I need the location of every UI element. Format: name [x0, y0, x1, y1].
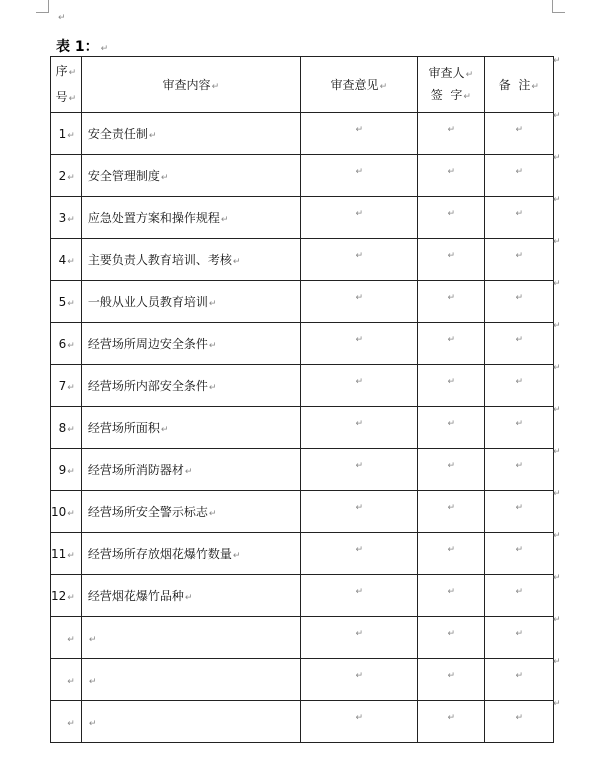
header-row: [51, 57, 554, 113]
row-content: 经营场所存放烟花爆竹数量↵: [81, 533, 300, 575]
signer-cell: ↵: [417, 617, 484, 659]
row-end-mark: ↵: [553, 615, 561, 625]
header-opinion: 审查意见↵: [300, 57, 417, 113]
row-number: ↵: [51, 659, 82, 701]
row-content: 经营场所消防器材↵: [81, 449, 300, 491]
row-end-mark: ↵: [553, 363, 561, 373]
margin-corner-left: [36, 0, 49, 13]
notes-cell: ↵: [484, 617, 553, 659]
row-end-mark: ↵: [553, 321, 561, 331]
table-row: [51, 533, 554, 575]
header-signer: 审查人↵ 签 字↵: [417, 57, 484, 113]
row-content: 经营场所面积↵: [81, 407, 300, 449]
paragraph-mark: ↵: [100, 44, 109, 54]
opinion-cell: ↵: [300, 365, 417, 407]
row-end-mark: ↵: [553, 531, 561, 541]
table-row: [51, 575, 554, 617]
row-number: 11↵: [51, 533, 82, 575]
signer-cell: ↵: [417, 155, 484, 197]
table-row: [51, 491, 554, 533]
row-end-mark: ↵: [553, 405, 561, 415]
notes-cell: ↵: [484, 533, 553, 575]
notes-cell: ↵: [484, 659, 553, 701]
row-number: 6↵: [51, 323, 82, 365]
row-content: ↵: [81, 659, 300, 701]
row-number: 4↵: [51, 239, 82, 281]
opinion-cell: ↵: [300, 155, 417, 197]
table-row: [51, 239, 554, 281]
row-end-mark: ↵: [553, 56, 561, 66]
notes-cell: ↵: [484, 155, 553, 197]
signer-cell: ↵: [417, 659, 484, 701]
opinion-cell: ↵: [300, 701, 417, 743]
opinion-cell: ↵: [300, 281, 417, 323]
opinion-cell: ↵: [300, 491, 417, 533]
signer-cell: ↵: [417, 239, 484, 281]
signer-cell: ↵: [417, 407, 484, 449]
opinion-cell: ↵: [300, 113, 417, 155]
signer-cell: ↵: [417, 113, 484, 155]
row-end-mark: ↵: [553, 237, 561, 247]
row-end-mark: ↵: [553, 447, 561, 457]
row-number: 8↵: [51, 407, 82, 449]
row-number: 3↵: [51, 197, 82, 239]
table-row: [51, 449, 554, 491]
row-content: 一般从业人员教育培训↵: [81, 281, 300, 323]
row-end-mark: ↵: [553, 195, 561, 205]
row-end-mark: ↵: [553, 699, 561, 709]
opinion-cell: ↵: [300, 533, 417, 575]
table-row: [51, 113, 554, 155]
row-content: 安全管理制度↵: [81, 155, 300, 197]
row-content: 应急处置方案和操作规程↵: [81, 197, 300, 239]
row-end-mark: ↵: [553, 279, 561, 289]
table-row: [51, 617, 554, 659]
row-content: 主要负责人教育培训、考核↵: [81, 239, 300, 281]
table-row: [51, 407, 554, 449]
review-table: [50, 56, 554, 743]
header-seq: 序↵ 号↵: [51, 57, 82, 113]
table-row: [51, 701, 554, 743]
signer-cell: ↵: [417, 323, 484, 365]
table-row: [51, 659, 554, 701]
row-number: 2↵: [51, 155, 82, 197]
signer-cell: ↵: [417, 533, 484, 575]
row-number: ↵: [51, 617, 82, 659]
row-content: 经营场所内部安全条件↵: [81, 365, 300, 407]
opinion-cell: ↵: [300, 449, 417, 491]
table-row: [51, 365, 554, 407]
signer-cell: ↵: [417, 197, 484, 239]
row-content: 经营烟花爆竹品种↵: [81, 575, 300, 617]
opinion-cell: ↵: [300, 659, 417, 701]
signer-cell: ↵: [417, 281, 484, 323]
row-number: 1↵: [51, 113, 82, 155]
row-end-mark: ↵: [553, 489, 561, 499]
row-number: ↵: [51, 701, 82, 743]
row-content: ↵: [81, 701, 300, 743]
signer-cell: ↵: [417, 449, 484, 491]
row-content: 安全责任制↵: [81, 113, 300, 155]
notes-cell: ↵: [484, 239, 553, 281]
notes-cell: ↵: [484, 491, 553, 533]
row-end-mark: ↵: [553, 111, 561, 121]
table-row: [51, 281, 554, 323]
signer-cell: ↵: [417, 365, 484, 407]
row-number: 9↵: [51, 449, 82, 491]
paragraph-mark: ↵: [58, 13, 66, 23]
row-number: 7↵: [51, 365, 82, 407]
signer-cell: ↵: [417, 491, 484, 533]
row-content: 经营场所安全警示标志↵: [81, 491, 300, 533]
row-end-mark: ↵: [553, 657, 561, 667]
notes-cell: ↵: [484, 323, 553, 365]
table-row: [51, 323, 554, 365]
row-content: 经营场所周边安全条件↵: [81, 323, 300, 365]
notes-cell: ↵: [484, 575, 553, 617]
notes-cell: ↵: [484, 449, 553, 491]
row-end-mark: ↵: [553, 153, 561, 163]
notes-cell: ↵: [484, 407, 553, 449]
notes-cell: ↵: [484, 701, 553, 743]
signer-cell: ↵: [417, 701, 484, 743]
opinion-cell: ↵: [300, 617, 417, 659]
notes-cell: ↵: [484, 197, 553, 239]
table-caption: [56, 36, 108, 56]
row-number: 12↵: [51, 575, 82, 617]
opinion-cell: ↵: [300, 239, 417, 281]
row-end-mark: ↵: [553, 573, 561, 583]
margin-corner-right: [552, 0, 565, 13]
caption-text: 表 1：: [56, 39, 99, 55]
table-row: [51, 197, 554, 239]
table-row: [51, 155, 554, 197]
header-content: 审查内容↵: [81, 57, 300, 113]
row-number: 5↵: [51, 281, 82, 323]
notes-cell: ↵: [484, 113, 553, 155]
opinion-cell: ↵: [300, 407, 417, 449]
row-content: ↵: [81, 617, 300, 659]
header-notes: 备 注↵: [484, 57, 553, 113]
row-number: 10↵: [51, 491, 82, 533]
notes-cell: ↵: [484, 365, 553, 407]
notes-cell: ↵: [484, 281, 553, 323]
opinion-cell: ↵: [300, 197, 417, 239]
opinion-cell: ↵: [300, 323, 417, 365]
signer-cell: ↵: [417, 575, 484, 617]
opinion-cell: ↵: [300, 575, 417, 617]
